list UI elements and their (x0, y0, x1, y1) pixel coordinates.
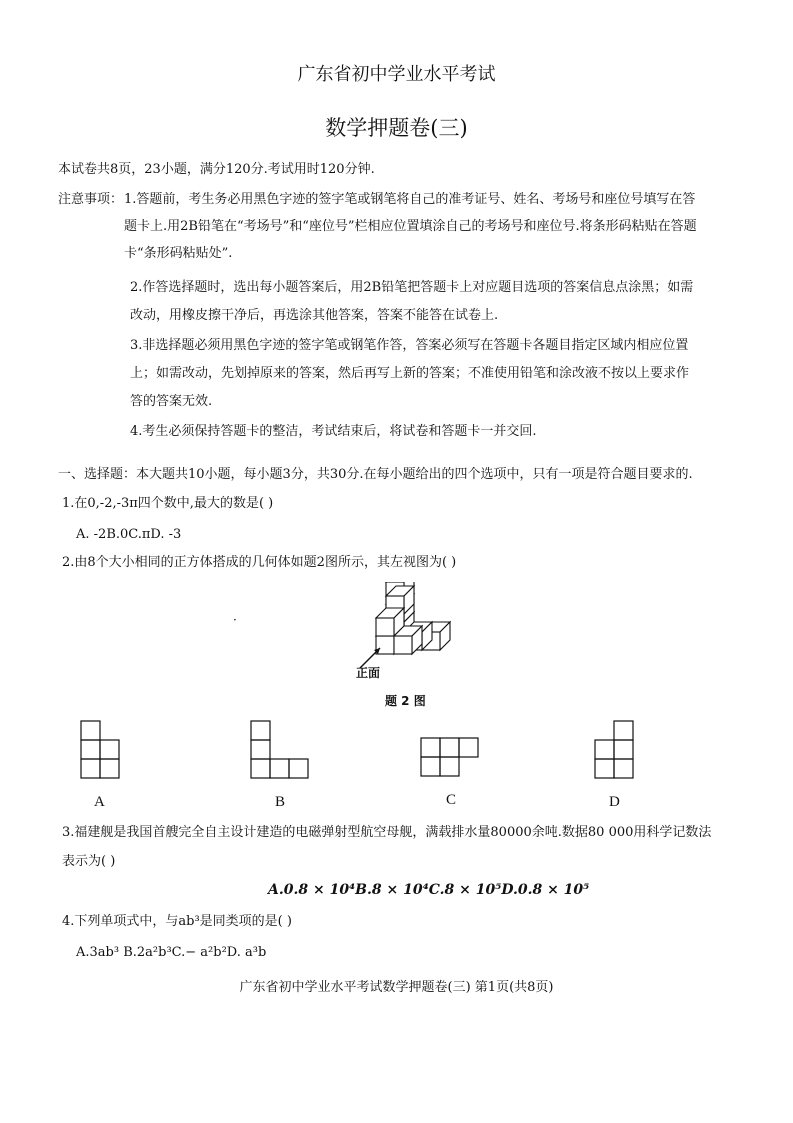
option-a-label: A (94, 794, 105, 810)
section-heading: 一、选择题：本大题共10小题，每小题3分，共30分.在每小题给出的四个选项中，只有一项是符合题目要求的. (58, 467, 693, 482)
intro-text: 本试卷共8页，23小题，满分120分.考试用时120分钟. (58, 162, 375, 177)
notice-item1-line1: 1.答题前，考生务必用黑色字迹的签字笔或钢笔将自己的准考证号、姓名、考场号和座位号填写在答 (124, 192, 696, 207)
exam-name: 广东省初中学业水平考试 (297, 64, 496, 85)
notice-item4: 4.考生必须保持答题卡的整洁，考试结束后，将试卷和答题卡一并交回. (130, 424, 537, 439)
front-label: 正面 (356, 666, 381, 680)
notice-item3-line1: 3.非选择题必须用黑色字迹的签字笔或钢笔作答，答案必须写在答题卡各题目指定区域内相应位置 (130, 338, 689, 353)
question-2-stem: 2.由8个大小相同的正方体搭成的几何体如题2图所示，其左视图为( ) (62, 555, 457, 570)
question-4-stem: 4.下列单项式中，与ab³是同类项的是( ) (62, 914, 292, 929)
question-1-options: A. -2B.0C.πD. -3 (76, 527, 182, 542)
notice-label: 注意事项： (58, 192, 124, 207)
figure-caption: 题 2 图 (385, 694, 426, 708)
question-3-stem-line2: 表示为( ) (62, 854, 116, 869)
notice-item2-line1: 2.作答选择题时，选出每小题答案后，用2B铅笔把答题卡上对应题目选项的答案信息点涂黑；如需 (130, 280, 694, 295)
notice-item1-line3: 卡“条形码粘贴处”. (124, 246, 233, 261)
option-b-label: B (275, 794, 286, 810)
notice-item2-line2: 改动，用橡皮擦干净后，再选涂其他答案，答案不能答在试卷上. (130, 308, 499, 323)
question-3-stem-line1: 3.福建舰是我国首艘完全自主设计建造的电磁弹射型航空母舰，满载排水量80000余吨.数据80 000用科学记数法 (62, 825, 712, 840)
option-c-view (420, 737, 484, 781)
question-3-options: A.0.8 × 10⁴B.8 × 10⁴C.8 × 10⁵D.0.8 × 10⁵ (268, 882, 590, 898)
paper-title: 数学押题卷(三) (325, 116, 468, 140)
notice-item3-line3: 答的答案无效. (130, 394, 213, 409)
option-d-view (594, 720, 636, 782)
option-a-view (80, 720, 122, 782)
notice-item1-line2: 题卡上.用2B铅笔在“考场号”和“座位号”栏相应位置填涂自己的考场号和座位号.将条形码粘贴在答题 (124, 219, 697, 234)
question-1-stem: 1.在0,-2,-3π四个数中,最大的数是( ) (62, 496, 274, 511)
question-4-options: A.3ab³ B.2a²b³C.− a²b²D. a³b (76, 945, 267, 960)
option-d-label: D (609, 794, 620, 810)
option-b-view (250, 720, 310, 782)
page-footer: 广东省初中学业水平考试数学押题卷(三) 第1页(共8页) (239, 980, 554, 995)
notice-item3-line2: 上；如需改动，先划掉原来的答案，然后再写上新的答案；不准使用铅笔和涂改液不按以上要求作 (130, 366, 690, 381)
option-c-label: C (446, 792, 457, 808)
stray-dot: · (233, 613, 237, 627)
